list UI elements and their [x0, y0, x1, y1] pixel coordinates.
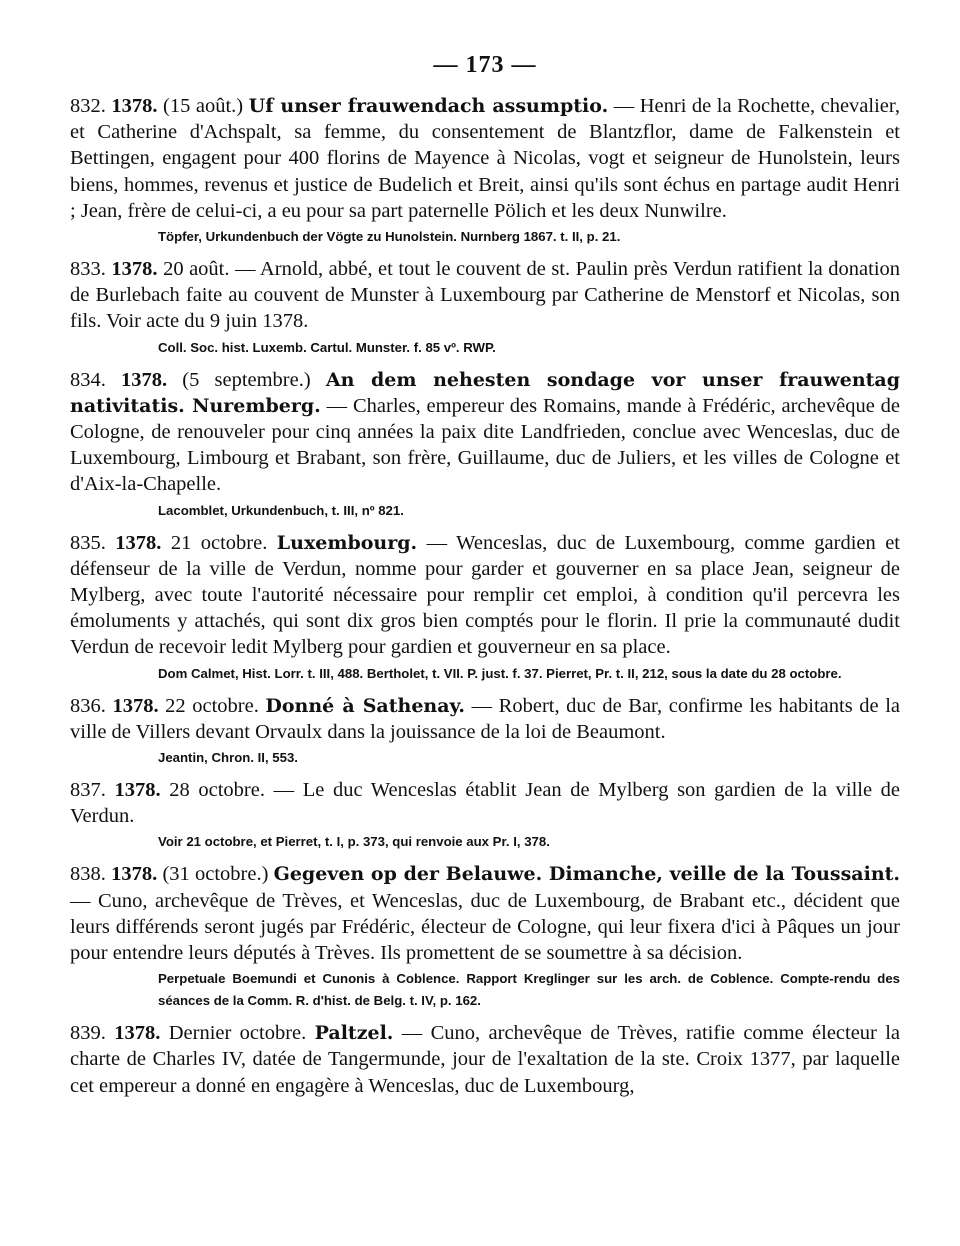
entry-832 [70, 93, 900, 248]
entry-year: 1378. [121, 368, 168, 391]
entry-date: 21 octobre. [170, 531, 268, 554]
entry-836 [70, 693, 900, 769]
entry-place: Luxembourg. [276, 531, 418, 554]
entry-body: — Robert, duc de Bar, confirme les habitants de la ville de Villers devant Orvaulx dans la jouissance de la loi de Beaumont. [70, 694, 900, 743]
entry-text [70, 530, 900, 661]
entry-body: — Le duc Wenceslas établit Jean de Mylberg son gardien de la ville de Verdun. [70, 779, 901, 828]
entry-body: — Henri de la Rochette, chevalier, et Catherine d'Achspalt, sa femme, du consentement de Blantzflor, dame de Falkenstein et Bettingen, engagent pour 400 florins de Mayence à Nicolas, vogt et seigneur de Hunolstein, leurs biens, hommes, revenus et justice de Budelich et Breit, ainsi qu'ils sont échus en partage audit Henri ; Jean, frère de celui-ci, a eu pour sa part paternelle Pölich et les deux Nunwilre. [70, 95, 901, 222]
entry-date: (5 septembre.) [182, 368, 311, 391]
page-number: — 173 — [433, 52, 537, 78]
entry-date: 20 août. [163, 258, 230, 281]
entry-incipit: Uf unser frauwendach assumptio. [248, 95, 609, 117]
entry-number: 833. [70, 258, 106, 281]
entry-body: — Wenceslas, duc de Luxembourg, comme gardien et défenseur de la ville de Verdun, nomme pour garder et gouverner en sa place Jean, seigneur de Mylberg, avec toute l'autorité nécessaire pour remplir cet emploi, à condition qu'il percevra les émoluments y attachés, qui sont dix gros bien comptés pour le florin. Il prie la communauté dudit Verdun de recevoir ledit Mylberg pour gardien et gouverneur en sa place. [70, 531, 900, 659]
entry-number: 835. [70, 531, 106, 554]
entry-place: Paltzel. [314, 1022, 394, 1045]
entry-number: 834. [70, 368, 106, 391]
entry-834 [70, 367, 900, 522]
entry-year: 1378. [112, 694, 159, 717]
entry-number: 832. [70, 95, 106, 117]
entry-number: 839. [70, 1022, 106, 1045]
entry-number: 838. [70, 863, 106, 886]
entry-source: Coll. Soc. hist. Luxemb. Cartul. Munster. f. 85 vº. RWP. [158, 339, 496, 355]
entry-date: Dernier octobre. [168, 1022, 307, 1045]
entry-source: Perpetuale Boemundi et Cunonis à Coblence. Rapport Kreglinger sur les arch. de Coblence. Compte-rendu des séances de la Comm. R. d'hist. de Belg. t. IV, p. 162. [158, 971, 900, 1009]
entry-text [70, 693, 900, 745]
entry-text [70, 256, 900, 335]
entry-source: Lacomblet, Urkundenbuch, t. III, nº 821. [158, 502, 404, 518]
entry-year: 1378. [111, 95, 158, 117]
entry-place: Donné à Sathenay. [265, 694, 466, 717]
entry-date: 22 octobre. [165, 694, 259, 717]
entry-year: 1378. [114, 1022, 161, 1045]
entry-year: 1378. [115, 531, 162, 554]
entry-body: — Cuno, archevêque de Trèves, ratifie comme électeur la charte de Charles IV, datée de Tangermunde, jour de l'exaltation de la ste. Croix 1377, par laquelle cet empereur a donné en engagère à Wenceslas, duc de Luxembourg, [70, 1022, 901, 1097]
entry-year: 1378. [114, 779, 161, 802]
entry-text [70, 93, 900, 224]
entry-text [70, 1020, 900, 1099]
entry-incipit: An dem nehesten sondage vor unser frauwentag nativitatis. Nuremberg. [70, 368, 901, 417]
entry-source: Voir 21 octobre, et Pierret, t. I, p. 373, qui renvoie aux Pr. I, 378. [158, 834, 550, 850]
entry-body: — Charles, empereur des Romains, mande à Frédéric, archevêque de Cologne, de renouveler pour cinq années la paix dite Landfrieden, conclue avec Wenceslas, duc de Luxembourg, Limbourg et Brabant, son frère, Guillaume, duc de Juliers, et les villes de Cologne et d'Aix-la-Chapelle. [70, 394, 900, 496]
entry-date: (31 octobre.) [162, 863, 269, 886]
entry-source: Jeantin, Chron. II, 553. [158, 750, 298, 766]
entry-838 [70, 861, 900, 1012]
entry-body: — Arnold, abbé, et tout le couvent de st. Paulin près Verdun ratifient la donation de Burlebach faite au couvent de Munster à Luxembourg par Catherine de Menstorf et Nicolas, son fils. Voir acte du 9 juin 1378. [70, 258, 901, 333]
entry-837 [70, 777, 900, 853]
entry-text [70, 861, 900, 966]
entry-number: 836. [70, 694, 106, 717]
entry-year: 1378. [111, 863, 158, 886]
entry-text [70, 777, 900, 829]
entry-incipit: Gegeven op der Belauwe. Dimanche, veille de la Toussaint. [273, 863, 901, 886]
entry-date: (15 août.) [163, 95, 244, 117]
entry-text [70, 367, 900, 498]
entry-date: 28 octobre. [169, 779, 265, 802]
entry-835 [70, 530, 900, 685]
entry-839 [70, 1020, 900, 1099]
entry-body: — Cuno, archevêque de Trèves, et Wenceslas, duc de Luxembourg, de Brabant etc., décident que leurs différends seront jugés par Frédéric, électeur de Cologne, qui leur fixera d'ici à Pâques un jour pour entendre leurs députés à Trèves. Ils promettent de se soumettre à sa décision. [70, 889, 900, 965]
entry-year: 1378. [111, 258, 158, 281]
entry-833 [70, 256, 900, 359]
document-page [70, 52, 900, 1107]
entry-number: 837. [70, 779, 106, 802]
entry-source: Dom Calmet, Hist. Lorr. t. III, 488. Bertholet, t. VII. P. just. f. 37. Pierret, Pr. t. II, 212, sous la date du 28 octobre. [158, 665, 842, 681]
entry-source: Töpfer, Urkundenbuch der Vögte zu Hunolstein. Nurnberg 1867. t. II, p. 21. [158, 229, 621, 245]
